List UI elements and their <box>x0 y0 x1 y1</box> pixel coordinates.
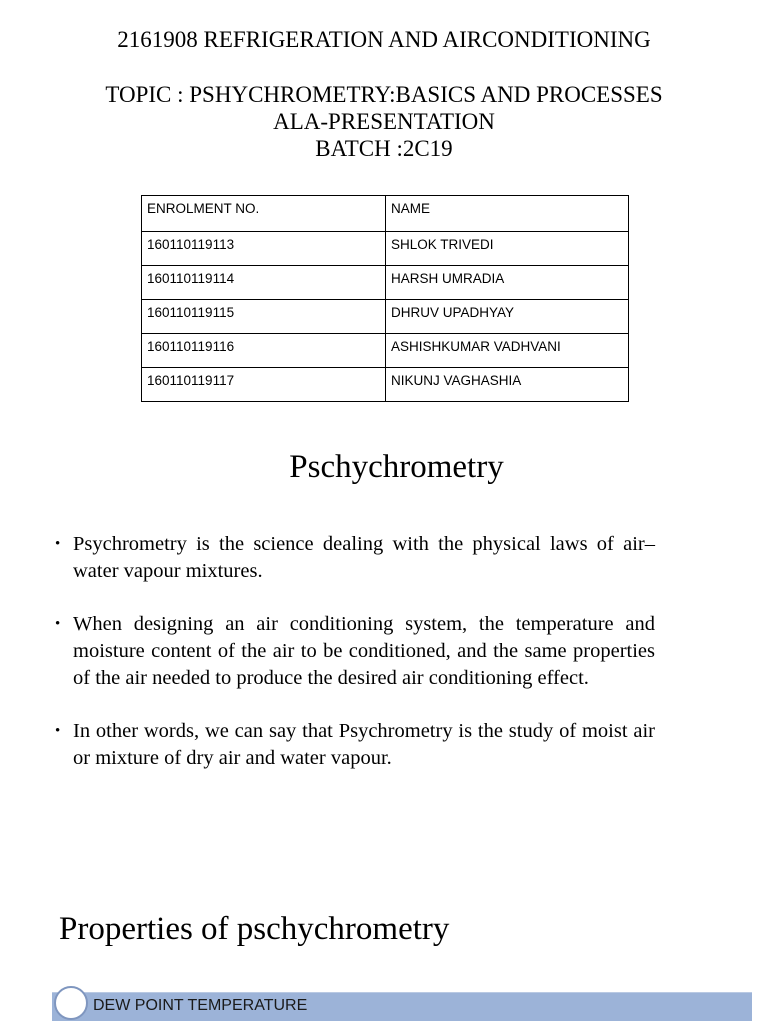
bullet-dot-icon: • <box>55 536 61 552</box>
enrolment-cell: 160110119115 <box>142 300 386 334</box>
topic-title: TOPIC : PSHYCHROMETRY:BASICS AND PROCESSES <box>105 82 663 107</box>
bullet-dot-icon: • <box>55 616 61 632</box>
enrolment-cell: 160110119117 <box>142 368 386 402</box>
name-cell: HARSH UMRADIA <box>386 266 629 300</box>
table-row <box>142 368 629 402</box>
bullet-text: In other words, we can say that Psychrometry is the study of moist air or mixture of dry air and water vapour. <box>73 720 655 769</box>
enrolment-table <box>141 195 629 402</box>
bullet-list <box>55 531 655 798</box>
batch-label: BATCH :2C19 <box>315 136 453 161</box>
bullet-item <box>55 531 655 585</box>
bullet-item <box>55 718 655 772</box>
enrolment-cell: 160110119113 <box>142 232 386 266</box>
property-label: DEW POINT TEMPERATURE <box>93 997 308 1014</box>
table-row <box>142 266 629 300</box>
circle-bullet-icon <box>54 986 88 1020</box>
header-enrolment: ENROLMENT NO. <box>142 196 386 232</box>
enrolment-cell: 160110119116 <box>142 334 386 368</box>
table-row <box>142 300 629 334</box>
name-cell: ASHISHKUMAR VADHVANI <box>386 334 629 368</box>
name-cell: DHRUV UPADHYAY <box>386 300 629 334</box>
table-row <box>142 232 629 266</box>
header-name: NAME <box>386 196 629 232</box>
bullet-text: When designing an air conditioning system, the temperature and moisture content of the air to be conditioned, and the same properties of the air needed to produce the desired air conditioning effect. <box>73 613 655 689</box>
bullet-item <box>55 611 655 692</box>
section-heading: Pschychrometry <box>289 449 504 485</box>
properties-heading: Properties of pschychrometry <box>59 911 450 947</box>
topic-block <box>0 81 768 162</box>
name-cell: SHLOK TRIVEDI <box>386 232 629 266</box>
table-header-row <box>142 196 629 232</box>
presentation-label: ALA-PRESENTATION <box>273 109 495 134</box>
table-row <box>142 334 629 368</box>
enrolment-cell: 160110119114 <box>142 266 386 300</box>
name-cell: NIKUNJ VAGHASHIA <box>386 368 629 402</box>
bullet-dot-icon: • <box>55 723 61 739</box>
bullet-text: Psychrometry is the science dealing with the physical laws of air–water vapour mixtures. <box>73 533 655 582</box>
course-title: 2161908 REFRIGERATION AND AIRCONDITIONING <box>117 27 651 52</box>
